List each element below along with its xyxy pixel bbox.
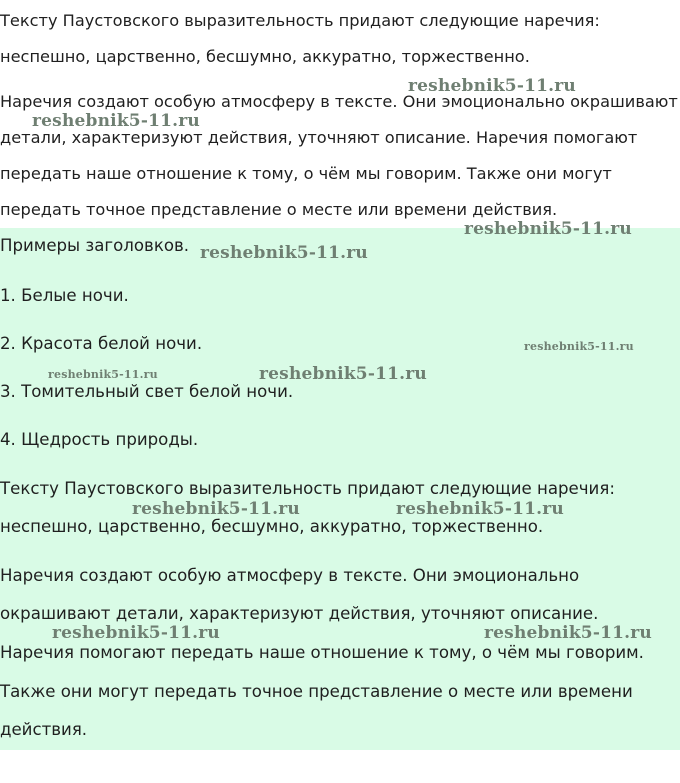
watermark: reshebnik5-11.ru bbox=[464, 219, 632, 239]
text-line: Наречия создают особую атмосферу в тексте. Они эмоционально bbox=[0, 566, 580, 585]
text-line: Также они могут передать точное представление о месте или времени bbox=[0, 682, 633, 701]
watermark: reshebnik5-11.ru bbox=[524, 340, 634, 353]
watermark: reshebnik5-11.ru bbox=[132, 499, 300, 519]
list-item: 1. Белые ночи. bbox=[0, 286, 129, 305]
list-item: 2. Красота белой ночи. bbox=[0, 334, 203, 353]
watermark: reshebnik5-11.ru bbox=[48, 368, 158, 381]
text-line: неспешно, царственно, бесшумно, аккуратно, торжественно. bbox=[0, 517, 544, 536]
text-line: передать точное представление о месте или времени действия. bbox=[0, 200, 558, 219]
watermark: reshebnik5-11.ru bbox=[408, 76, 576, 96]
list-item: 4. Щедрость природы. bbox=[0, 430, 199, 449]
list-item: 3. Томительный свет белой ночи. bbox=[0, 382, 294, 401]
watermark: reshebnik5-11.ru bbox=[200, 243, 368, 263]
text-line: неспешно, царственно, бесшумно, аккуратно, торжественно. bbox=[0, 47, 530, 66]
watermark: reshebnik5-11.ru bbox=[52, 623, 220, 643]
text-line: передать наше отношение к тому, о чём мы говорим. Также они могут bbox=[0, 164, 612, 183]
text-line: окрашивают детали, характеризуют действия, уточняют описание. bbox=[0, 604, 599, 623]
watermark: reshebnik5-11.ru bbox=[32, 111, 200, 131]
watermark: reshebnik5-11.ru bbox=[259, 364, 427, 384]
text-line: Наречия помогают передать наше отношение к тому, о чём мы говорим. bbox=[0, 643, 644, 662]
text-line: действия. bbox=[0, 720, 88, 739]
watermark: reshebnik5-11.ru bbox=[484, 623, 652, 643]
section-title: Примеры заголовков. bbox=[0, 236, 190, 255]
watermark: reshebnik5-11.ru bbox=[396, 499, 564, 519]
text-line: Тексту Паустовского выразительность придают следующие наречия: bbox=[0, 479, 615, 498]
text-line: Наречия создают особую атмосферу в тексте. Они эмоционально окрашивают bbox=[0, 92, 678, 111]
text-line: Тексту Паустовского выразительность придают следующие наречия: bbox=[0, 11, 600, 30]
text-line: детали, характеризуют действия, уточняют описание. Наречия помогают bbox=[0, 128, 638, 147]
